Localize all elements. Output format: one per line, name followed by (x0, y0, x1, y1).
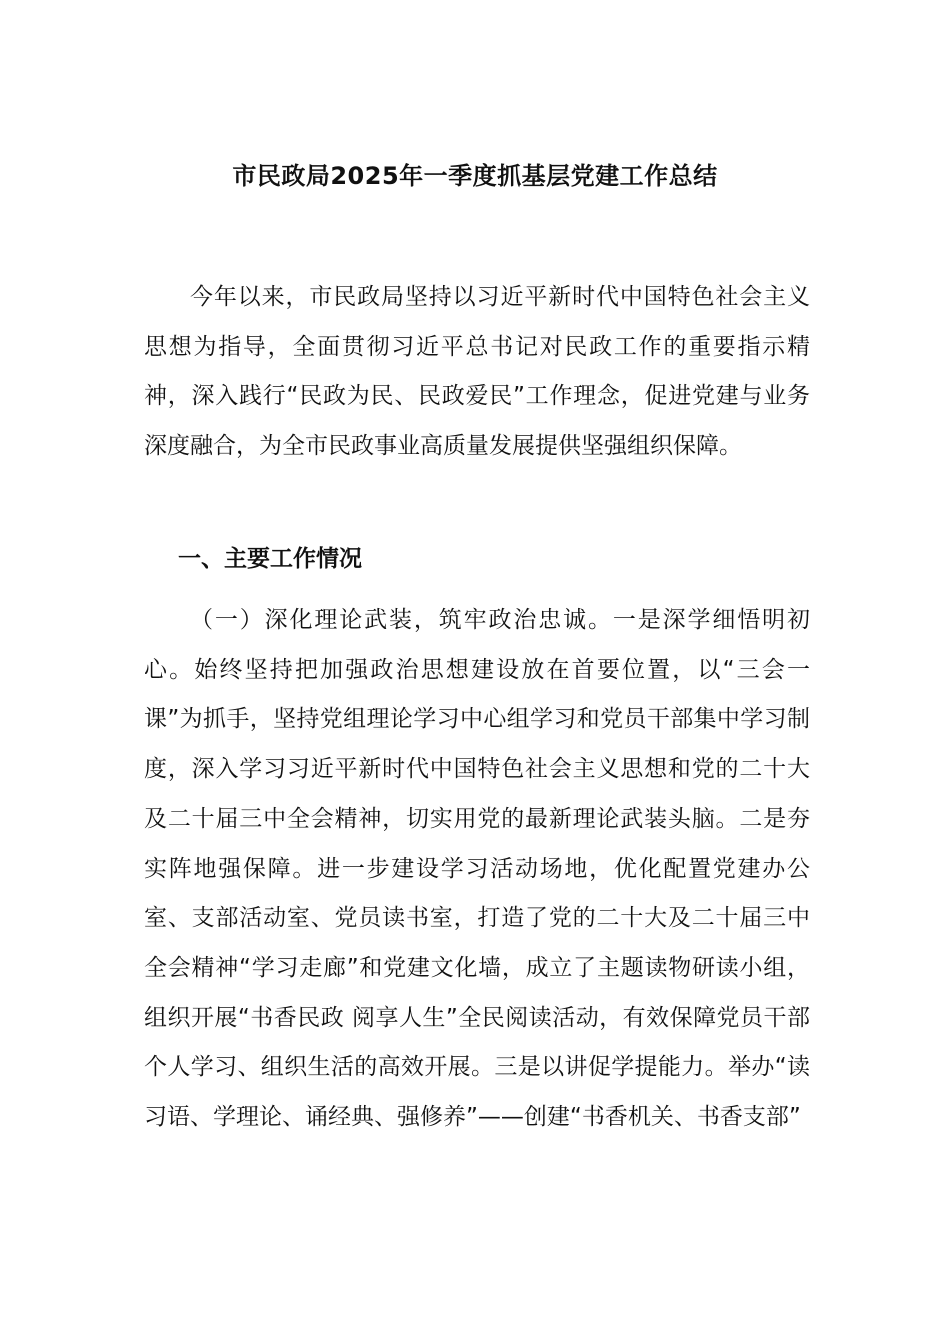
section-heading-main-work: 一、主要工作情况 (178, 546, 362, 572)
section-paragraph-theory: （一）深化理论武装，筑牢政治忠诚。一是深学细悟明初心。始终坚持把加强政治思想建设放在首要位置，以“三会一课”为抓手，坚持党组理论学习中心组学习和党员干部集中学习制度，深入学习习近平新时代中国特色社会主义思想和党的二十大及二十届三中全会精神，切实用党的最新理论武装头脑。二是夯实阵地强保障。进一步建设学习活动场地，优化配置党建办公室、支部活动室、党员读书室，打造了党的二十大及二十届三中全会精神“学习走廊”和党建文化墙，成立了主题读物研读小组，组织开展“书香民政 阅享人生”全民阅读活动，有效保障党员干部个人学习、组织生活的高效开展。三是以讲促学提能力。举办“读习语、学理论、诵经典、强修养”——创建“书香机关、书香支部” (144, 607, 810, 1131)
intro-paragraph: 今年以来，市民政局坚持以习近平新时代中国特色社会主义思想为指导，全面贯彻习近平总书记对民政工作的重要指示精神，深入践行“民政为民、民政爱民”工作理念，促进党建与业务深度融合，为全市民政事业高质量发展提供坚强组织保障。 (144, 284, 810, 460)
document-title: 市民政局2025年一季度抓基层党建工作总结 (232, 162, 718, 190)
